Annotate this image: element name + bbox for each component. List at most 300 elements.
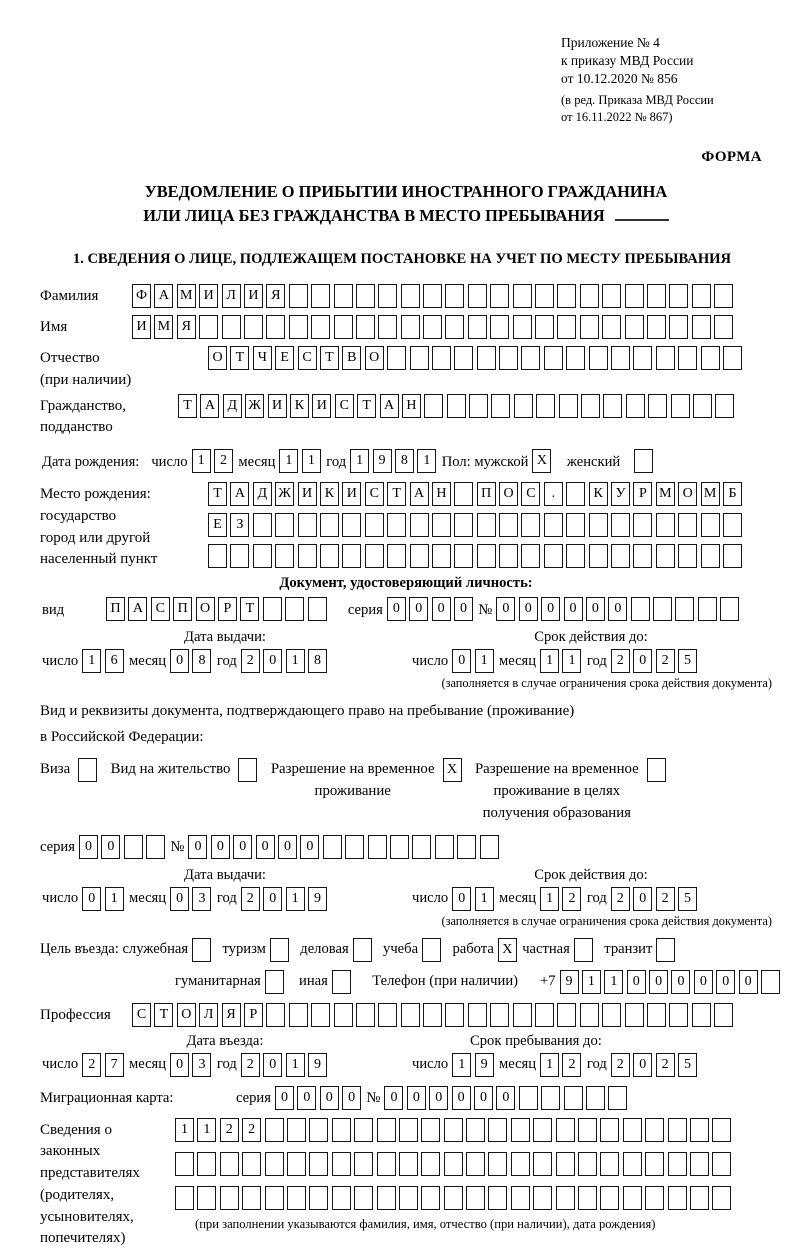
char-box[interactable] xyxy=(353,938,372,962)
char-box[interactable]: И xyxy=(132,315,151,339)
char-box[interactable] xyxy=(544,346,563,370)
char-box[interactable]: 8 xyxy=(308,649,327,673)
char-box[interactable]: Н xyxy=(402,394,421,418)
char-box[interactable]: Ф xyxy=(132,284,151,308)
char-box[interactable] xyxy=(566,513,585,537)
char-box[interactable] xyxy=(197,1152,216,1176)
char-box[interactable] xyxy=(220,1186,239,1210)
char-box[interactable]: М xyxy=(154,315,173,339)
char-box[interactable]: X xyxy=(443,758,462,782)
char-box[interactable] xyxy=(220,1152,239,1176)
char-box[interactable]: 0 xyxy=(452,649,471,673)
char-box[interactable]: 0 xyxy=(342,1086,361,1110)
char-box[interactable] xyxy=(423,1003,442,1027)
char-box[interactable] xyxy=(712,1186,731,1210)
char-box[interactable] xyxy=(714,315,733,339)
char-box[interactable] xyxy=(377,1152,396,1176)
char-box[interactable] xyxy=(589,513,608,537)
char-box[interactable]: 3 xyxy=(192,1053,211,1077)
char-box[interactable]: С xyxy=(365,482,384,506)
char-box[interactable]: В xyxy=(342,346,361,370)
char-box[interactable]: П xyxy=(477,482,496,506)
char-box[interactable] xyxy=(285,597,304,621)
char-box[interactable] xyxy=(377,1186,396,1210)
char-box[interactable] xyxy=(423,315,442,339)
char-box[interactable] xyxy=(611,544,630,568)
char-box[interactable]: Р xyxy=(218,597,237,621)
char-box[interactable]: 0 xyxy=(452,887,471,911)
char-box[interactable] xyxy=(468,1003,487,1027)
char-box[interactable] xyxy=(631,597,650,621)
char-box[interactable]: П xyxy=(106,597,125,621)
char-box[interactable]: 1 xyxy=(540,887,559,911)
char-box[interactable]: 0 xyxy=(82,887,101,911)
char-box[interactable]: 1 xyxy=(82,649,101,673)
char-box[interactable] xyxy=(600,1118,619,1142)
char-box[interactable]: 0 xyxy=(263,1053,282,1077)
char-box[interactable] xyxy=(146,835,165,859)
char-box[interactable] xyxy=(623,1152,642,1176)
char-box[interactable]: 2 xyxy=(611,887,630,911)
char-box[interactable] xyxy=(401,1003,420,1027)
char-box[interactable] xyxy=(454,482,473,506)
char-box[interactable] xyxy=(647,315,666,339)
char-box[interactable] xyxy=(323,835,342,859)
char-box[interactable] xyxy=(513,1003,532,1027)
char-box[interactable] xyxy=(544,513,563,537)
char-box[interactable] xyxy=(488,1118,507,1142)
char-box[interactable] xyxy=(656,544,675,568)
char-box[interactable] xyxy=(356,1003,375,1027)
char-box[interactable] xyxy=(701,513,720,537)
char-box[interactable] xyxy=(399,1118,418,1142)
char-box[interactable] xyxy=(541,1086,560,1110)
char-box[interactable] xyxy=(124,835,143,859)
char-box[interactable] xyxy=(477,513,496,537)
char-box[interactable] xyxy=(533,1152,552,1176)
char-box[interactable] xyxy=(712,1118,731,1142)
char-box[interactable] xyxy=(477,544,496,568)
char-box[interactable] xyxy=(600,1152,619,1176)
char-box[interactable]: 0 xyxy=(474,1086,493,1110)
char-box[interactable] xyxy=(535,1003,554,1027)
char-box[interactable]: 5 xyxy=(678,887,697,911)
char-box[interactable]: 2 xyxy=(241,887,260,911)
char-box[interactable]: 2 xyxy=(656,649,675,673)
char-box[interactable]: 1 xyxy=(475,649,494,673)
char-box[interactable]: 0 xyxy=(627,970,646,994)
char-box[interactable] xyxy=(712,1152,731,1176)
char-box[interactable] xyxy=(490,284,509,308)
char-box[interactable] xyxy=(242,1186,261,1210)
char-box[interactable]: А xyxy=(380,394,399,418)
char-box[interactable]: С xyxy=(298,346,317,370)
char-box[interactable] xyxy=(714,1003,733,1027)
char-box[interactable] xyxy=(78,758,97,782)
char-box[interactable] xyxy=(723,346,742,370)
char-box[interactable]: 2 xyxy=(656,1053,675,1077)
char-box[interactable]: 0 xyxy=(496,1086,515,1110)
char-box[interactable] xyxy=(424,394,443,418)
char-box[interactable]: 0 xyxy=(263,649,282,673)
char-box[interactable]: 0 xyxy=(320,1086,339,1110)
char-box[interactable] xyxy=(309,1152,328,1176)
char-box[interactable]: 8 xyxy=(395,449,414,473)
char-box[interactable] xyxy=(356,315,375,339)
char-box[interactable] xyxy=(445,284,464,308)
char-box[interactable] xyxy=(477,346,496,370)
char-box[interactable]: М xyxy=(656,482,675,506)
char-box[interactable] xyxy=(244,315,263,339)
char-box[interactable] xyxy=(421,1118,440,1142)
char-box[interactable]: Я xyxy=(266,284,285,308)
char-box[interactable] xyxy=(289,284,308,308)
char-box[interactable]: 0 xyxy=(633,649,652,673)
char-box[interactable] xyxy=(466,1118,485,1142)
char-box[interactable]: С xyxy=(151,597,170,621)
char-box[interactable]: 0 xyxy=(300,835,319,859)
char-box[interactable] xyxy=(608,1086,627,1110)
char-box[interactable]: 1 xyxy=(452,1053,471,1077)
char-box[interactable]: М xyxy=(701,482,720,506)
char-box[interactable] xyxy=(633,513,652,537)
char-box[interactable] xyxy=(578,1118,597,1142)
char-box[interactable] xyxy=(511,1152,530,1176)
char-box[interactable] xyxy=(222,315,241,339)
char-box[interactable]: А xyxy=(128,597,147,621)
char-box[interactable] xyxy=(466,1186,485,1210)
char-box[interactable]: 0 xyxy=(188,835,207,859)
char-box[interactable] xyxy=(275,513,294,537)
char-box[interactable]: 0 xyxy=(407,1086,426,1110)
char-box[interactable] xyxy=(678,513,697,537)
char-box[interactable] xyxy=(715,394,734,418)
char-box[interactable] xyxy=(625,315,644,339)
char-box[interactable] xyxy=(633,544,652,568)
char-box[interactable] xyxy=(488,1186,507,1210)
char-box[interactable]: Н xyxy=(432,482,451,506)
char-box[interactable] xyxy=(511,1118,530,1142)
char-box[interactable]: 9 xyxy=(475,1053,494,1077)
char-box[interactable] xyxy=(645,1152,664,1176)
char-box[interactable] xyxy=(645,1118,664,1142)
char-box[interactable]: 2 xyxy=(611,649,630,673)
char-box[interactable]: X xyxy=(532,449,551,473)
char-box[interactable] xyxy=(298,513,317,537)
char-box[interactable] xyxy=(275,544,294,568)
char-box[interactable] xyxy=(581,394,600,418)
char-box[interactable] xyxy=(519,1086,538,1110)
char-box[interactable] xyxy=(625,1003,644,1027)
char-box[interactable]: 0 xyxy=(170,1053,189,1077)
char-box[interactable] xyxy=(556,1118,575,1142)
char-box[interactable] xyxy=(533,1186,552,1210)
char-box[interactable] xyxy=(626,394,645,418)
char-box[interactable]: 0 xyxy=(101,835,120,859)
char-box[interactable]: 0 xyxy=(564,597,583,621)
char-box[interactable]: Т xyxy=(320,346,339,370)
char-box[interactable] xyxy=(692,284,711,308)
char-box[interactable] xyxy=(432,544,451,568)
char-box[interactable] xyxy=(723,513,742,537)
char-box[interactable] xyxy=(266,1003,285,1027)
char-box[interactable] xyxy=(230,544,249,568)
char-box[interactable]: . xyxy=(544,482,563,506)
char-box[interactable] xyxy=(444,1186,463,1210)
char-box[interactable] xyxy=(387,544,406,568)
char-box[interactable] xyxy=(578,1186,597,1210)
char-box[interactable] xyxy=(175,1152,194,1176)
char-box[interactable] xyxy=(308,597,327,621)
char-box[interactable]: Л xyxy=(222,284,241,308)
char-box[interactable] xyxy=(602,284,621,308)
char-box[interactable]: А xyxy=(154,284,173,308)
char-box[interactable]: Т xyxy=(208,482,227,506)
char-box[interactable] xyxy=(692,1003,711,1027)
char-box[interactable] xyxy=(378,1003,397,1027)
char-box[interactable] xyxy=(580,1003,599,1027)
char-box[interactable] xyxy=(208,544,227,568)
char-box[interactable] xyxy=(701,544,720,568)
char-box[interactable]: 0 xyxy=(297,1086,316,1110)
char-box[interactable]: 1 xyxy=(562,649,581,673)
char-box[interactable]: 1 xyxy=(279,449,298,473)
char-box[interactable] xyxy=(410,346,429,370)
char-box[interactable] xyxy=(656,938,675,962)
char-box[interactable] xyxy=(535,284,554,308)
char-box[interactable]: О xyxy=(499,482,518,506)
char-box[interactable] xyxy=(690,1152,709,1176)
char-box[interactable]: 1 xyxy=(604,970,623,994)
char-box[interactable]: 1 xyxy=(540,649,559,673)
char-box[interactable]: 0 xyxy=(694,970,713,994)
char-box[interactable]: 2 xyxy=(562,1053,581,1077)
char-box[interactable] xyxy=(175,1186,194,1210)
char-box[interactable]: О xyxy=(208,346,227,370)
char-box[interactable] xyxy=(320,513,339,537)
char-box[interactable] xyxy=(468,284,487,308)
char-box[interactable]: И xyxy=(244,284,263,308)
char-box[interactable] xyxy=(521,346,540,370)
char-box[interactable]: Я xyxy=(222,1003,241,1027)
char-box[interactable] xyxy=(334,284,353,308)
char-box[interactable]: 0 xyxy=(649,970,668,994)
char-box[interactable] xyxy=(401,315,420,339)
char-box[interactable] xyxy=(445,1003,464,1027)
char-box[interactable]: Е xyxy=(208,513,227,537)
char-box[interactable]: Л xyxy=(199,1003,218,1027)
char-box[interactable] xyxy=(422,938,441,962)
char-box[interactable]: Т xyxy=(178,394,197,418)
char-box[interactable]: 0 xyxy=(432,597,451,621)
char-box[interactable] xyxy=(253,513,272,537)
char-box[interactable] xyxy=(671,394,690,418)
char-box[interactable] xyxy=(557,284,576,308)
char-box[interactable] xyxy=(289,1003,308,1027)
char-box[interactable] xyxy=(678,544,697,568)
char-box[interactable] xyxy=(623,1118,642,1142)
char-box[interactable] xyxy=(578,1152,597,1176)
char-box[interactable] xyxy=(356,284,375,308)
char-box[interactable]: 0 xyxy=(452,1086,471,1110)
char-box[interactable] xyxy=(668,1118,687,1142)
char-box[interactable] xyxy=(499,346,518,370)
char-box[interactable] xyxy=(265,1152,284,1176)
char-box[interactable]: И xyxy=(342,482,361,506)
char-box[interactable] xyxy=(410,513,429,537)
char-box[interactable]: Т xyxy=(387,482,406,506)
char-box[interactable] xyxy=(701,346,720,370)
char-box[interactable] xyxy=(378,284,397,308)
char-box[interactable] xyxy=(354,1186,373,1210)
char-box[interactable] xyxy=(623,1186,642,1210)
char-box[interactable] xyxy=(535,315,554,339)
char-box[interactable]: 0 xyxy=(519,597,538,621)
char-box[interactable] xyxy=(265,1118,284,1142)
char-box[interactable] xyxy=(698,597,717,621)
char-box[interactable]: К xyxy=(320,482,339,506)
char-box[interactable]: 1 xyxy=(582,970,601,994)
char-box[interactable]: 0 xyxy=(170,887,189,911)
char-box[interactable]: 1 xyxy=(105,887,124,911)
char-box[interactable] xyxy=(444,1152,463,1176)
char-box[interactable]: 1 xyxy=(286,1053,305,1077)
char-box[interactable] xyxy=(580,284,599,308)
char-box[interactable] xyxy=(499,513,518,537)
char-box[interactable] xyxy=(342,513,361,537)
char-box[interactable] xyxy=(557,1003,576,1027)
char-box[interactable]: 1 xyxy=(540,1053,559,1077)
char-box[interactable] xyxy=(669,315,688,339)
char-box[interactable] xyxy=(266,315,285,339)
char-box[interactable]: 0 xyxy=(263,887,282,911)
char-box[interactable]: 2 xyxy=(656,887,675,911)
char-box[interactable]: 0 xyxy=(409,597,428,621)
char-box[interactable]: 0 xyxy=(496,597,515,621)
char-box[interactable]: Т xyxy=(154,1003,173,1027)
char-box[interactable] xyxy=(490,315,509,339)
char-box[interactable] xyxy=(647,758,666,782)
char-box[interactable] xyxy=(580,315,599,339)
char-box[interactable]: Ж xyxy=(245,394,264,418)
char-box[interactable] xyxy=(270,938,289,962)
char-box[interactable] xyxy=(557,315,576,339)
char-box[interactable] xyxy=(611,346,630,370)
char-box[interactable]: 8 xyxy=(192,649,211,673)
char-box[interactable]: 5 xyxy=(678,1053,697,1077)
char-box[interactable] xyxy=(469,394,488,418)
char-box[interactable]: 0 xyxy=(384,1086,403,1110)
char-box[interactable]: Р xyxy=(633,482,652,506)
char-box[interactable]: А xyxy=(200,394,219,418)
char-box[interactable]: 1 xyxy=(302,449,321,473)
char-box[interactable]: Ж xyxy=(275,482,294,506)
char-box[interactable]: Я xyxy=(177,315,196,339)
char-box[interactable]: 1 xyxy=(350,449,369,473)
char-box[interactable]: 9 xyxy=(373,449,392,473)
char-box[interactable]: 2 xyxy=(82,1053,101,1077)
char-box[interactable]: 3 xyxy=(192,887,211,911)
char-box[interactable]: О xyxy=(365,346,384,370)
char-box[interactable] xyxy=(377,1118,396,1142)
char-box[interactable]: 2 xyxy=(562,887,581,911)
char-box[interactable] xyxy=(265,970,284,994)
char-box[interactable] xyxy=(589,544,608,568)
char-box[interactable] xyxy=(309,1186,328,1210)
char-box[interactable]: А xyxy=(230,482,249,506)
char-box[interactable]: Д xyxy=(253,482,272,506)
char-box[interactable]: 0 xyxy=(387,597,406,621)
char-box[interactable] xyxy=(611,513,630,537)
char-box[interactable] xyxy=(287,1152,306,1176)
char-box[interactable] xyxy=(566,544,585,568)
char-box[interactable] xyxy=(334,315,353,339)
char-box[interactable] xyxy=(513,284,532,308)
char-box[interactable] xyxy=(320,544,339,568)
char-box[interactable]: 2 xyxy=(214,449,233,473)
char-box[interactable]: 9 xyxy=(560,970,579,994)
char-box[interactable] xyxy=(365,513,384,537)
char-box[interactable]: 5 xyxy=(678,649,697,673)
char-box[interactable] xyxy=(192,938,211,962)
char-box[interactable] xyxy=(499,544,518,568)
char-box[interactable] xyxy=(287,1186,306,1210)
char-box[interactable] xyxy=(311,1003,330,1027)
char-box[interactable] xyxy=(466,1152,485,1176)
char-box[interactable] xyxy=(656,513,675,537)
char-box[interactable]: 9 xyxy=(308,1053,327,1077)
char-box[interactable]: Т xyxy=(357,394,376,418)
char-box[interactable] xyxy=(332,1118,351,1142)
char-box[interactable] xyxy=(197,1186,216,1210)
char-box[interactable] xyxy=(345,835,364,859)
char-box[interactable]: 0 xyxy=(739,970,758,994)
char-box[interactable] xyxy=(401,284,420,308)
char-box[interactable] xyxy=(368,835,387,859)
char-box[interactable]: 0 xyxy=(716,970,735,994)
char-box[interactable] xyxy=(533,1118,552,1142)
char-box[interactable] xyxy=(669,284,688,308)
char-box[interactable]: 2 xyxy=(242,1118,261,1142)
char-box[interactable]: 0 xyxy=(233,835,252,859)
char-box[interactable] xyxy=(238,758,257,782)
char-box[interactable]: 9 xyxy=(308,887,327,911)
char-box[interactable] xyxy=(454,346,473,370)
char-box[interactable] xyxy=(468,315,487,339)
char-box[interactable]: 2 xyxy=(611,1053,630,1077)
char-box[interactable]: С xyxy=(335,394,354,418)
char-box[interactable]: Т xyxy=(230,346,249,370)
char-box[interactable] xyxy=(354,1118,373,1142)
char-box[interactable] xyxy=(387,513,406,537)
char-box[interactable] xyxy=(412,835,431,859)
char-box[interactable] xyxy=(410,544,429,568)
char-box[interactable] xyxy=(653,597,672,621)
char-box[interactable]: 0 xyxy=(671,970,690,994)
char-box[interactable] xyxy=(675,597,694,621)
char-box[interactable]: 6 xyxy=(105,649,124,673)
char-box[interactable]: 1 xyxy=(286,649,305,673)
char-box[interactable] xyxy=(399,1152,418,1176)
char-box[interactable] xyxy=(491,394,510,418)
char-box[interactable] xyxy=(603,394,622,418)
char-box[interactable] xyxy=(656,346,675,370)
char-box[interactable]: 1 xyxy=(197,1118,216,1142)
char-box[interactable] xyxy=(454,544,473,568)
char-box[interactable]: М xyxy=(177,284,196,308)
char-box[interactable] xyxy=(423,284,442,308)
char-box[interactable] xyxy=(536,394,555,418)
